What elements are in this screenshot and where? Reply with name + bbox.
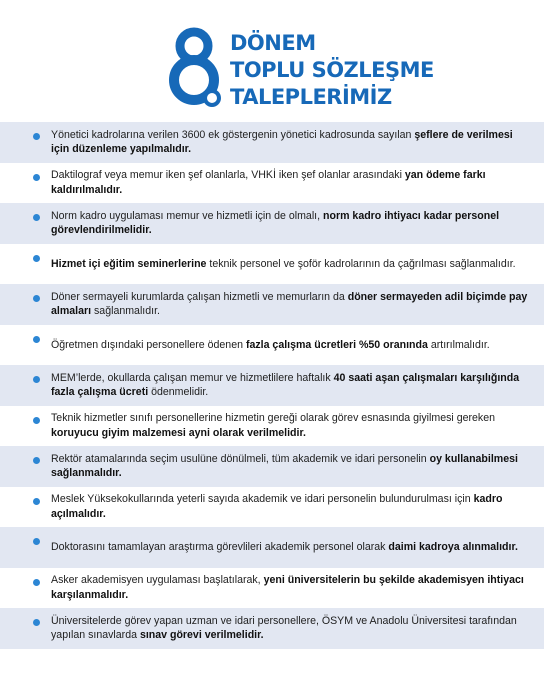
list-item-text: [51, 168, 532, 197]
bullet-dot-icon: [33, 174, 40, 181]
list-item-text: [51, 540, 518, 555]
bullet-dot-icon: [33, 498, 40, 505]
bold-text-segment: oy kullanabilmesi sağlanmalıdır.: [51, 452, 518, 480]
text-segment: Öğretmen dışındaki personellere ödenen: [51, 338, 246, 351]
text-segment: artırılmalıdır.: [427, 338, 490, 351]
bold-text-segment: 40 saati aşan çalışmaları karşılığında fazla çalışma ücreti: [51, 371, 520, 399]
text-segment: ödenmelidir.: [148, 386, 209, 399]
text-segment: Rektör atamalarında seçim usulüne dönülmeli, tüm akademik ve idari personelin: [51, 452, 430, 465]
list-item: [0, 122, 544, 163]
bold-text-segment: norm kadro ihtiyacı kadar personel görevlendirilmelidir.: [51, 209, 500, 237]
title-line-1: DÖNEM: [230, 31, 316, 55]
list-item-text: [51, 411, 532, 440]
list-item: [0, 365, 544, 406]
bold-text-segment: döner sermayeden adil biçimde pay almaları: [51, 290, 528, 318]
list-item: [0, 244, 544, 285]
list-item-text: [51, 290, 532, 319]
bullet-dot-icon: [33, 538, 40, 545]
bullet-dot-icon: [33, 295, 40, 302]
list-item: [0, 325, 544, 366]
bold-text-segment: kadro açılmalıdır.: [51, 493, 503, 520]
bold-text-segment: şeflere de verilmesi için düzenleme yapılmalıdır.: [51, 128, 513, 156]
list-item-text: [51, 573, 532, 602]
bullet-dot-icon: [33, 457, 40, 464]
list-item: [0, 487, 544, 528]
list-item-text: [51, 338, 490, 353]
title-line-2: TOPLU SÖZLEŞME: [230, 58, 434, 82]
list-item-text: [51, 371, 532, 400]
bullet-dot-icon: [33, 214, 40, 221]
list-item: [0, 163, 544, 204]
list-item: [0, 568, 544, 609]
bold-text-segment: koruyucu giyim malzemesi ayni olarak verilmelidir.: [51, 426, 306, 439]
header: [0, 0, 544, 120]
text-segment: Daktilograf veya memur iken şef olanlarla, VHKİ iken şef olanlar arasındaki: [51, 169, 405, 182]
bullet-dot-icon: [33, 376, 40, 383]
text-segment: Norm kadro uygulaması memur ve hizmetli için de olmalı,: [51, 209, 323, 222]
title-line-3: TALEPLERİMİZ: [230, 85, 392, 109]
bold-text-segment: fazla çalışma ücretleri %50 oranında: [245, 338, 428, 351]
bullet-dot-icon: [33, 417, 40, 424]
list-item: [0, 527, 544, 568]
text-segment: Meslek Yüksekokullarında yeterli sayıda akademik ve idari personelin bulundurulması için: [51, 493, 474, 506]
list-item-text: [51, 452, 532, 481]
bold-text-segment: yeni üniversitelerin bu şekilde akademisyen ihtiyacı karşılanmalıdır.: [51, 574, 524, 601]
list-item-text: [51, 257, 516, 272]
text-segment: Teknik hizmetler sınıfı personellerine hizmetin gereği olarak görev esnasında giyilmesi gereken: [51, 412, 495, 425]
bold-text-segment: sınav görevi verilmelidir.: [139, 629, 264, 642]
bullet-dot-icon: [33, 255, 40, 262]
bold-text-segment: yan ödeme farkı kaldırılmalıdır.: [51, 169, 486, 196]
list-item: [0, 203, 544, 244]
text-segment: teknik personel ve şoför kadrolarının da çağrılması sağlanmalıdır.: [206, 257, 516, 270]
list-item: [0, 446, 544, 487]
text-segment: sağlanmalıdır.: [91, 305, 160, 318]
bullet-dot-icon: [33, 336, 40, 343]
text-segment: Doktorasını tamamlayan araştırma görevlileri akademik personel olarak: [51, 541, 389, 553]
text-segment: Üniversitelerde görev yapan uzman ve idari personellere, ÖSYM ve Anadolu Üniversitesi tarafından yapılan sınavlarda: [51, 614, 517, 642]
bullet-dot-icon: [33, 619, 40, 626]
text-segment: MEM’lerde, okullarda çalışan memur ve hizmetlilere haftalık: [51, 371, 334, 384]
bold-text-segment: Hizmet içi eğitim seminerlerine: [51, 257, 207, 270]
list-item: [0, 406, 544, 447]
text-segment: Döner sermayeli kurumlarda çalışan hizmetli ve memurların da: [51, 290, 348, 303]
page-title: [230, 30, 434, 111]
logo-number-8-icon: [168, 26, 224, 112]
text-segment: Yönetici kadrolarına verilen 3600 ek göstergenin yönetici kadrosunda sayılan: [51, 128, 415, 141]
demand-list: [0, 122, 544, 649]
list-item-text: [51, 128, 532, 157]
bullet-dot-icon: [33, 579, 40, 586]
list-item-text: [51, 614, 532, 643]
text-segment: Asker akademisyen uygulaması başlatılarak,: [51, 574, 264, 587]
list-item: [0, 284, 544, 325]
bullet-dot-icon: [33, 133, 40, 140]
list-item: [0, 608, 544, 649]
list-item-text: [51, 209, 532, 238]
bold-text-segment: daimi kadroya alınmalıdır.: [388, 541, 518, 553]
list-item-text: [51, 492, 532, 521]
